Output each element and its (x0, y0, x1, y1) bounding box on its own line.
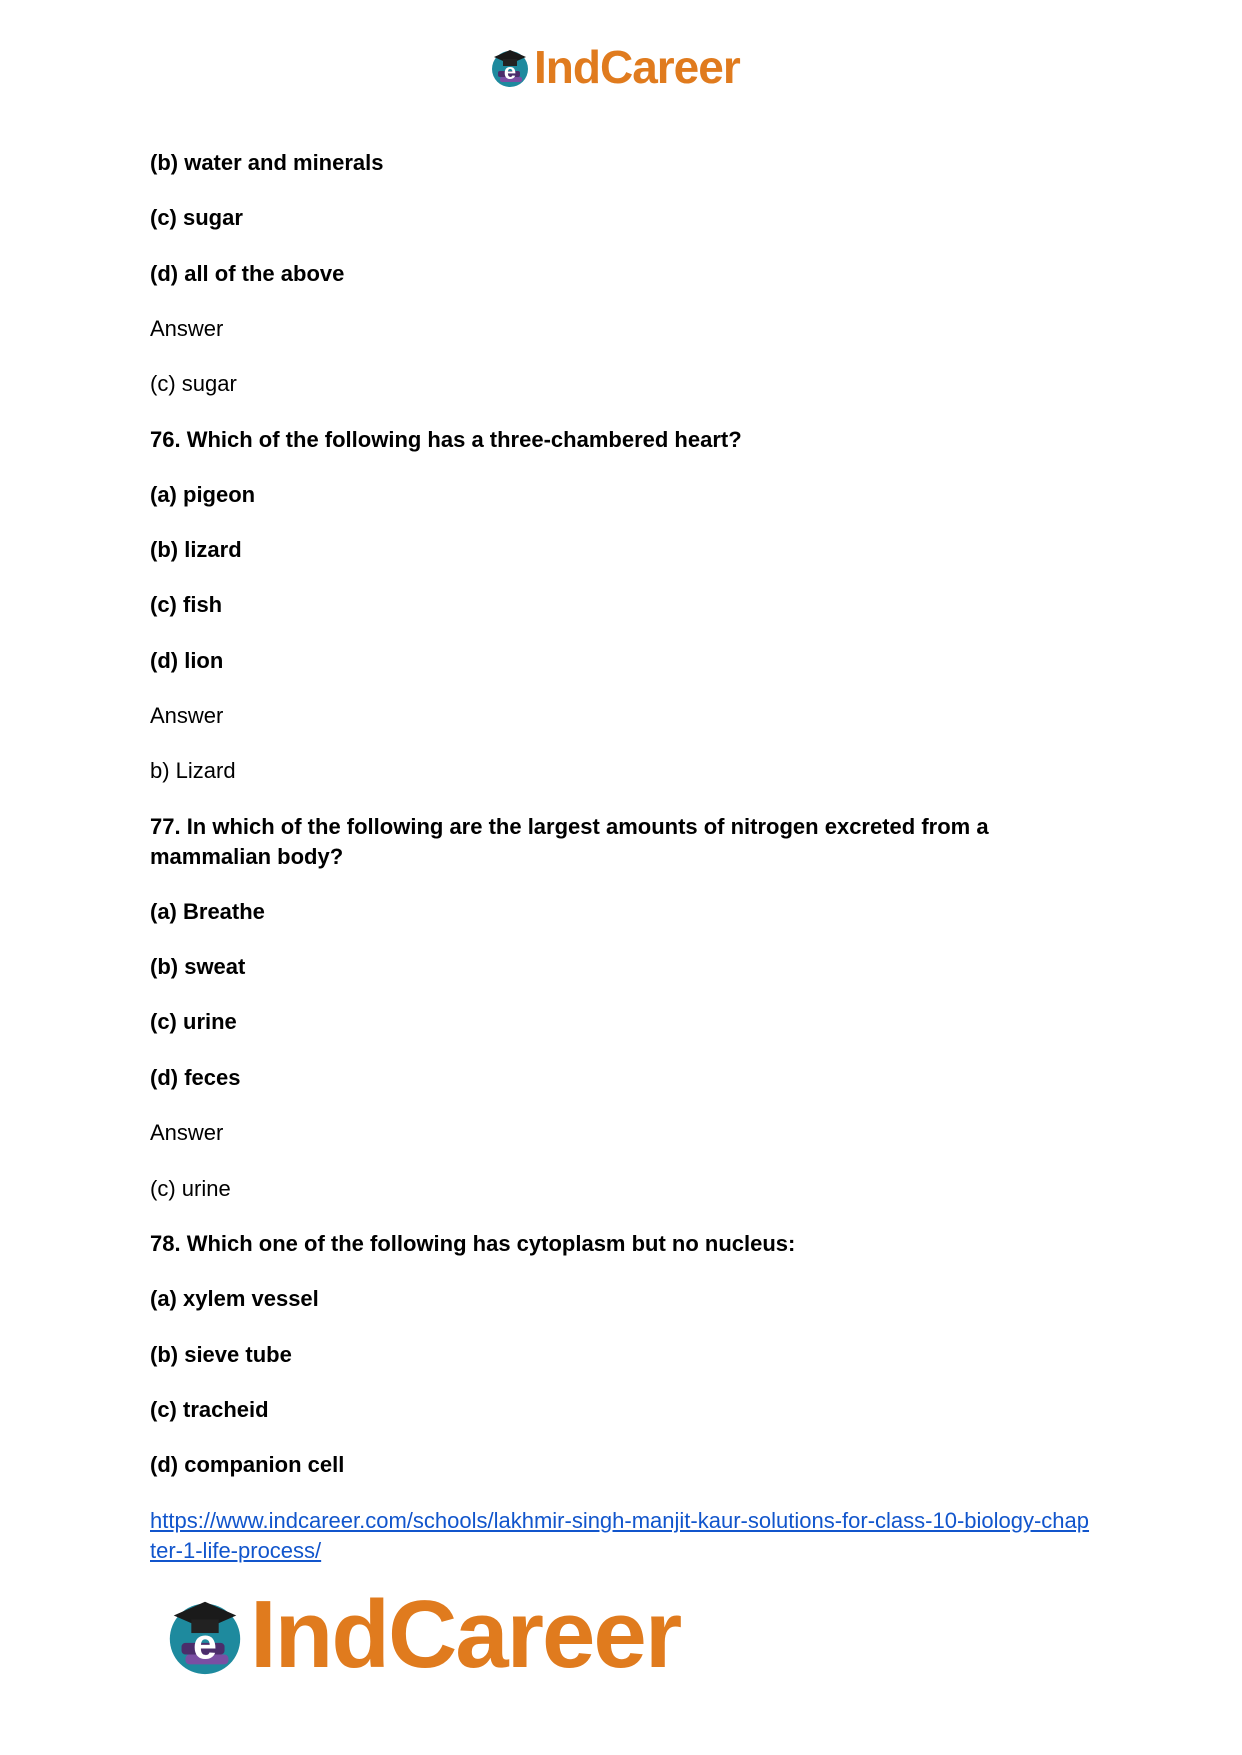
line: (d) feces (150, 1065, 241, 1090)
line: (a) xylem vessel (150, 1286, 319, 1311)
source-link[interactable]: https://www.indcareer.com/schools/lakhmir-singh-manjit-kaur-solutions-for-class-10-biology-chapter-1-life-process/ (150, 1508, 1090, 1563)
line: Answer (150, 1120, 224, 1145)
line: (c) urine (150, 1009, 237, 1034)
svg-text:e: e (503, 59, 517, 84)
line: (d) lion (150, 648, 224, 673)
line: (b) lizard (150, 537, 242, 562)
line: (c) tracheid (150, 1397, 269, 1422)
graduation-cap-books-globe-icon (488, 45, 532, 89)
line: (d) companion cell (150, 1452, 345, 1477)
line: (a) pigeon (150, 482, 256, 507)
graduation-cap-books-globe-icon (162, 1592, 248, 1678)
footer-logo (162, 1580, 680, 1690)
line: (d) all of the above (150, 261, 345, 286)
line: (a) Breathe (150, 899, 265, 924)
line: (c) urine (150, 1176, 231, 1201)
line: Answer (150, 316, 224, 341)
line: (b) water and minerals (150, 150, 384, 175)
question-76: 76. Which of the following has a three-chambered heart? (150, 427, 742, 452)
brand-name: IndCareer (534, 41, 740, 93)
brand-name: IndCareer (250, 1581, 681, 1688)
line: (b) sieve tube (150, 1342, 292, 1367)
line: (c) sugar (150, 205, 243, 230)
line: b) Lizard (150, 758, 236, 783)
header-logo (488, 40, 740, 94)
question-78: 78. Which one of the following has cytoplasm but no nucleus: (150, 1231, 796, 1256)
line: (c) fish (150, 592, 223, 617)
line: Answer (150, 703, 224, 728)
line: (c) sugar (150, 371, 237, 396)
line: (b) sweat (150, 954, 246, 979)
question-77: 77. In which of the following are the largest amounts of nitrogen excreted from a mammalian body? (150, 814, 989, 869)
svg-text:e: e (193, 1620, 217, 1669)
